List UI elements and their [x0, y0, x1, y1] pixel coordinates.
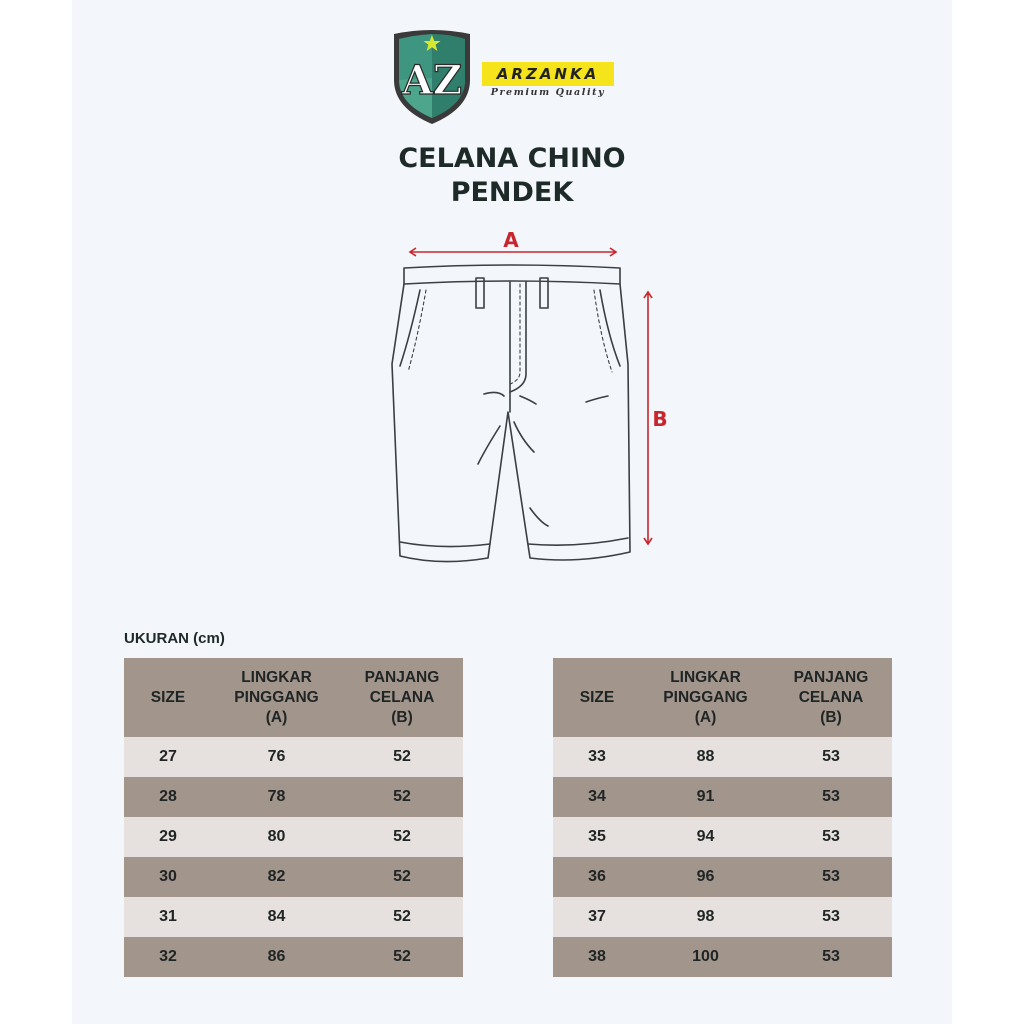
brand-name-label [482, 62, 614, 86]
cell-size: 31 [124, 897, 212, 937]
table-row [553, 857, 892, 897]
header-length [341, 658, 463, 737]
size-table-right [553, 658, 892, 977]
cell-length: 52 [341, 817, 463, 857]
table-row [553, 897, 892, 937]
header-size: SIZE [553, 658, 641, 737]
cell-size: 33 [553, 737, 641, 777]
shield-emblem-icon [390, 28, 474, 126]
header-length-line-2: CELANA [798, 688, 864, 706]
header-length-line-3: (B) [820, 708, 842, 726]
brand-tagline: Premium Quality [490, 87, 606, 98]
cell-length: 52 [341, 737, 463, 777]
cell-size: 32 [124, 937, 212, 977]
size-table-left [124, 658, 463, 977]
cell-size: 34 [553, 777, 641, 817]
brand-logo [390, 28, 630, 128]
cell-waist: 80 [212, 817, 341, 857]
cell-length: 52 [341, 937, 463, 977]
header-length [770, 658, 892, 737]
cell-waist: 86 [212, 937, 341, 977]
table-row [553, 817, 892, 857]
table-header-row [553, 658, 892, 737]
cell-length: 53 [770, 937, 892, 977]
header-waist [641, 658, 770, 737]
cell-waist: 76 [212, 737, 341, 777]
cell-length: 53 [770, 857, 892, 897]
header-length-line-1: PANJANG [364, 668, 440, 686]
cell-waist: 82 [212, 857, 341, 897]
cell-waist: 98 [641, 897, 770, 937]
brand-name: ARZANKA [496, 65, 600, 83]
cell-length: 53 [770, 737, 892, 777]
cell-length: 52 [341, 857, 463, 897]
header-waist-line-1: LINGKAR [241, 668, 312, 686]
table-row [124, 817, 463, 857]
cell-length: 53 [770, 897, 892, 937]
cell-size: 28 [124, 777, 212, 817]
cell-size: 36 [553, 857, 641, 897]
cell-waist: 84 [212, 897, 341, 937]
cell-length: 53 [770, 817, 892, 857]
cell-size: 37 [553, 897, 641, 937]
cell-waist: 78 [212, 777, 341, 817]
cell-waist: 91 [641, 777, 770, 817]
cell-size: 27 [124, 737, 212, 777]
shorts-measurement-diagram [380, 226, 680, 576]
header-waist-line-3: (A) [265, 708, 288, 726]
table-caption: UKURAN (cm) [124, 630, 225, 647]
table-row [553, 737, 892, 777]
cell-length: 52 [341, 897, 463, 937]
cell-size: 35 [553, 817, 641, 857]
header-length-line-3: (B) [391, 708, 413, 726]
table-row [124, 737, 463, 777]
header-size: SIZE [124, 658, 212, 737]
cell-length: 52 [341, 777, 463, 817]
label-b: B [652, 407, 668, 431]
cell-waist: 94 [641, 817, 770, 857]
cell-size: 29 [124, 817, 212, 857]
title-line-1: CELANA CHINO [398, 143, 626, 174]
label-a: A [503, 228, 519, 252]
header-waist-line-3: (A) [694, 708, 717, 726]
title-line-2: PENDEK [450, 177, 574, 208]
header-waist-line-2: PINGGANG [234, 688, 319, 706]
table-row [553, 777, 892, 817]
table-row [553, 937, 892, 977]
header-waist [212, 658, 341, 737]
table-row [124, 777, 463, 817]
cell-waist: 96 [641, 857, 770, 897]
header-length-line-2: CELANA [369, 688, 435, 706]
shorts-outline [392, 265, 630, 562]
cell-length: 53 [770, 777, 892, 817]
table-row [124, 857, 463, 897]
cell-size: 30 [124, 857, 212, 897]
header-length-line-1: PANJANG [793, 668, 869, 686]
monogram-text: AZ [401, 57, 463, 104]
table-header-row [124, 658, 463, 737]
table-row [124, 937, 463, 977]
cell-waist: 100 [641, 937, 770, 977]
cell-size: 38 [553, 937, 641, 977]
length-arrow-b [644, 292, 652, 544]
table-row [124, 897, 463, 937]
header-waist-line-1: LINGKAR [670, 668, 741, 686]
header-waist-line-2: PINGGANG [663, 688, 748, 706]
product-title [372, 142, 652, 210]
cell-waist: 88 [641, 737, 770, 777]
